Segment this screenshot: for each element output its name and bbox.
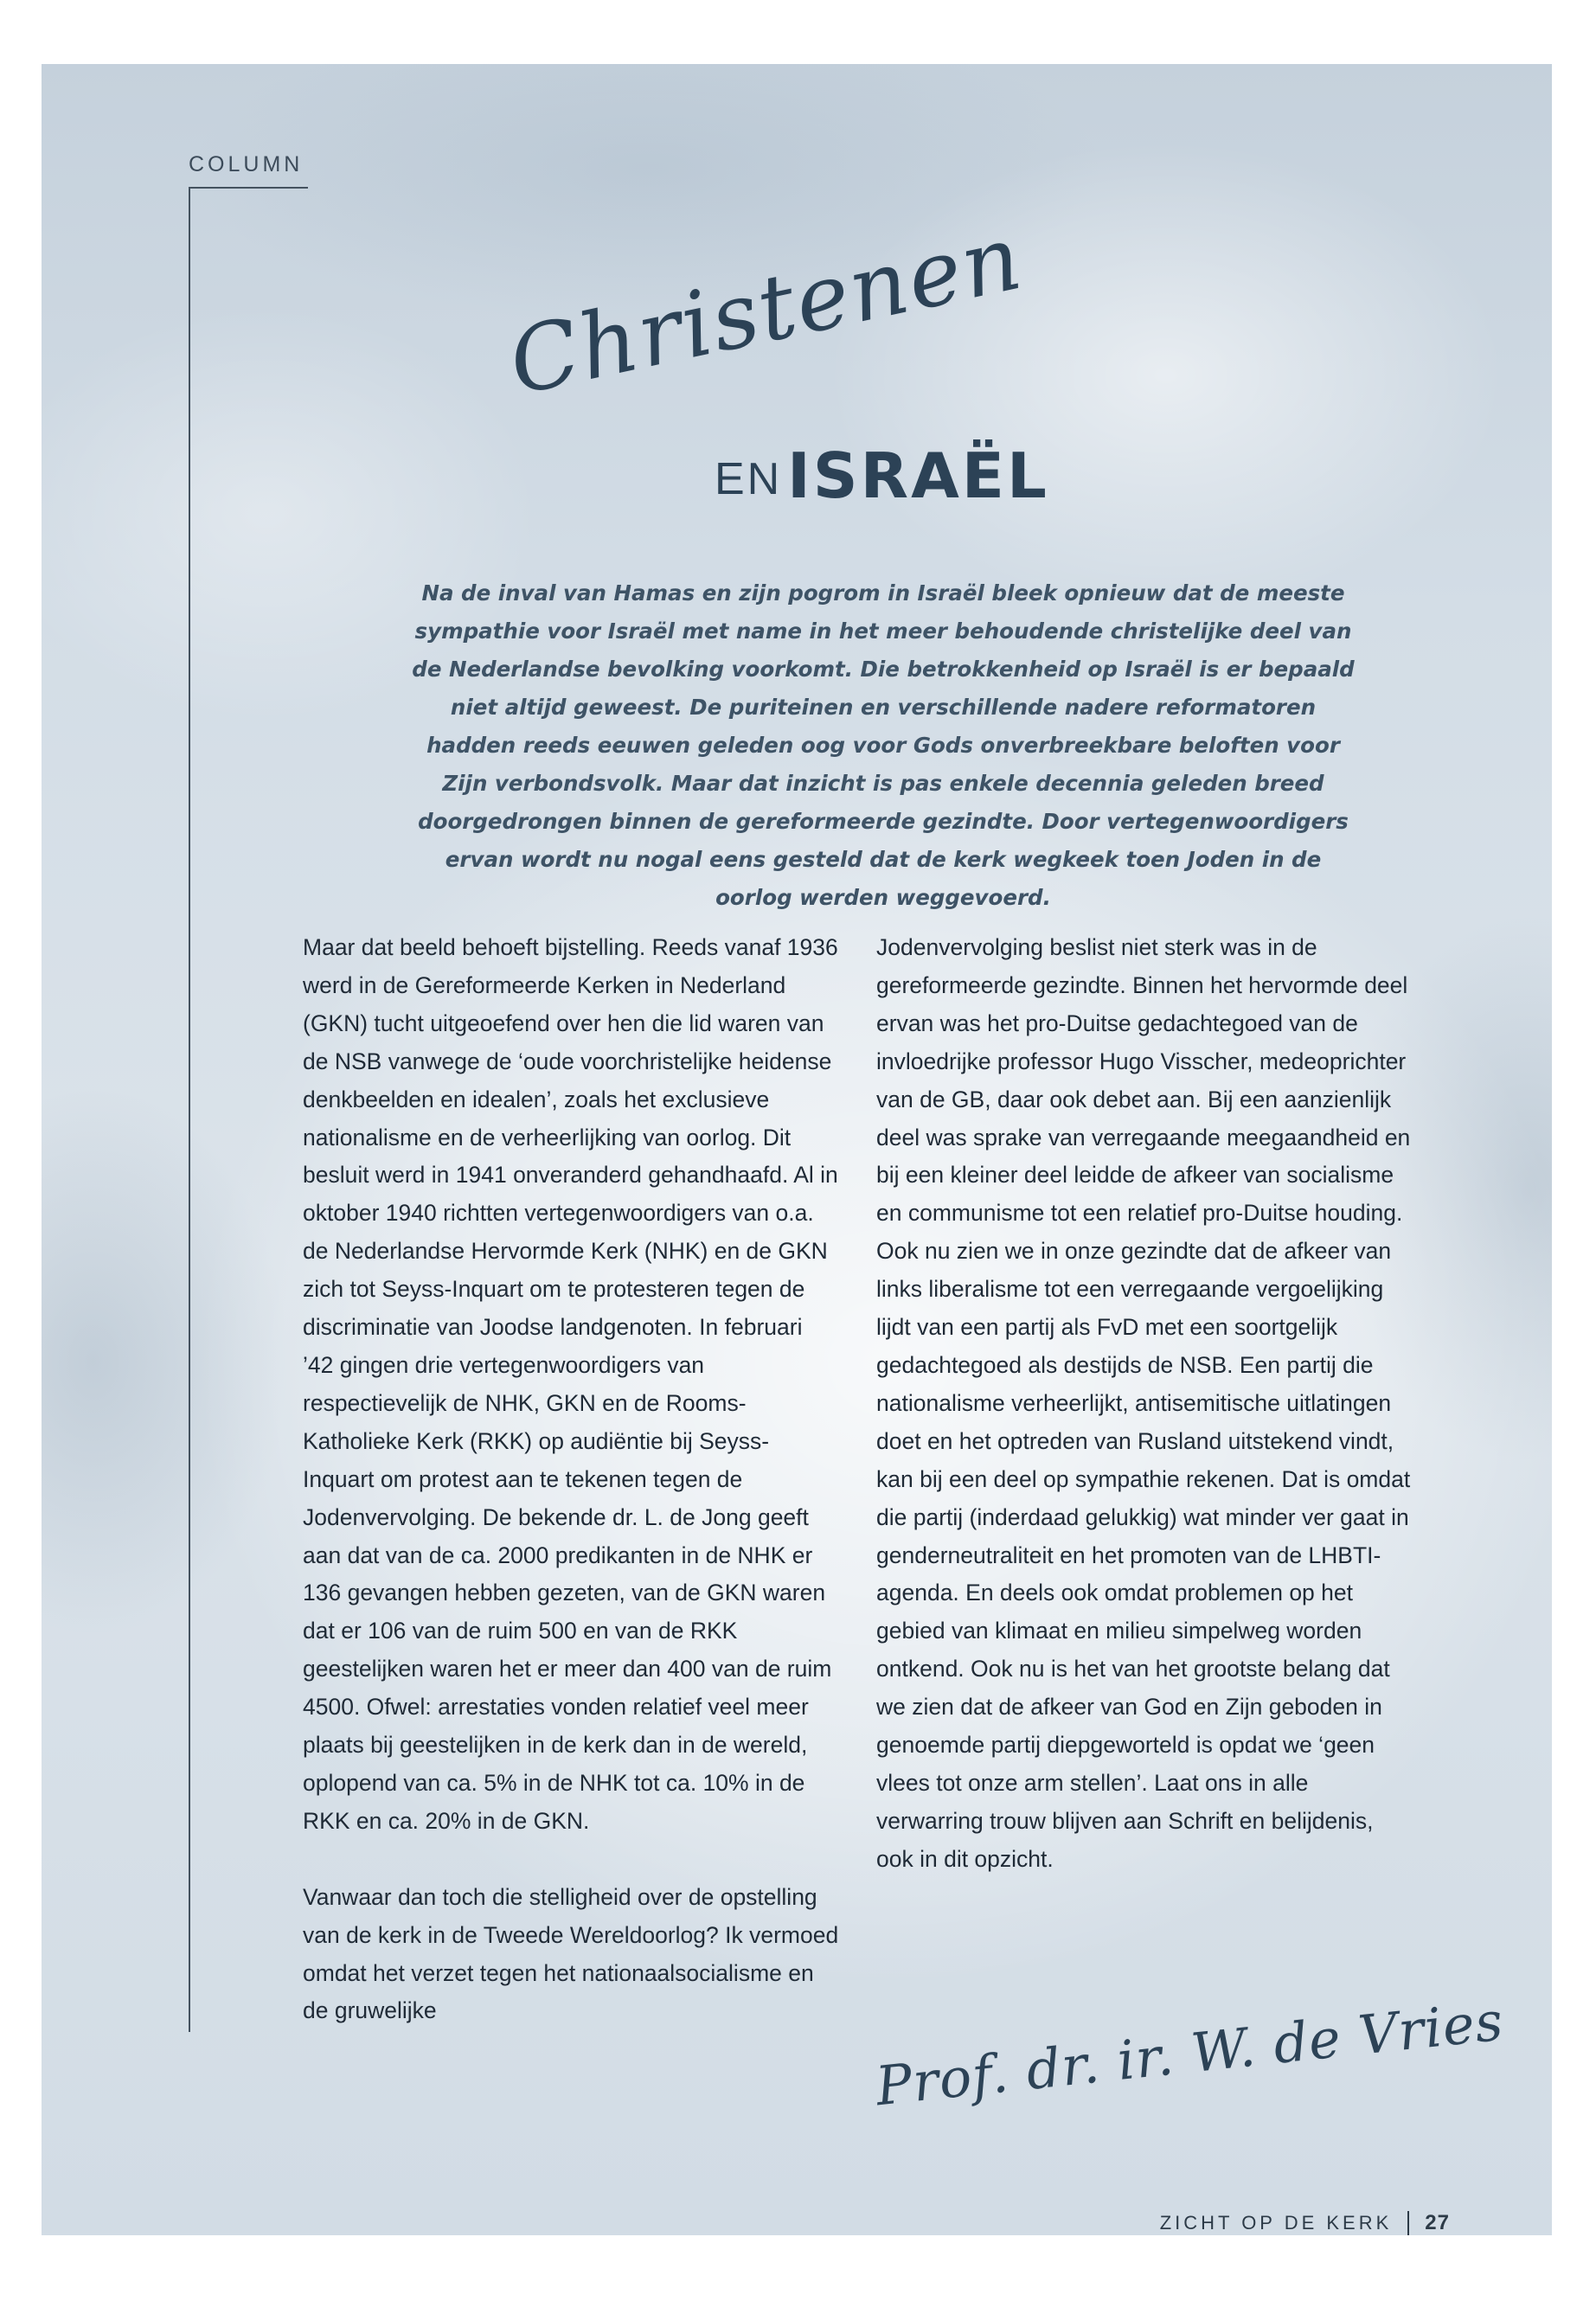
publication-name: ZICHT OP DE KERK: [1159, 2212, 1393, 2234]
title-script-christenen: Christenen: [500, 203, 1032, 416]
frame-line-left: [189, 187, 190, 2032]
page-footer: [1160, 2211, 1450, 2235]
body-paragraph: Vanwaar dan toch die stelligheid over de opstelling van de kerk in de Tweede Wereldoorlog? Ik vermoed omdat het verzet tegen het nationaalsocialisme en de gruwelijke: [303, 1883, 839, 2024]
body-paragraph: Jodenvervolging beslist niet sterk was in de gereformeerde gezindte. Binnen het hervormde deel ervan was het pro-Duitse gedachtegoed van de invloedrijke professor Hugo Visscher, medeoprichter van de GB, daar ook debet aan. Bij een aanzienlijk deel was sprake van verregaande meegaandheid en bij een kleiner deel leidde de afkeer van socialisme en communisme tot een relatief pro-Duitse houding. Ook nu zien we in onze gezindte dat de afkeer van links liberalisme tot een verregaande vergoelijking lijdt van een partij als FvD met een soortgelijk gedachtegoed als destijds de NSB. Een partij die nationalisme verheerlijkt, antisemitische uitlatingen doet en het optreden van Rusland uitstekend vindt, kan bij een deel op sympathie rekenen. Dat is omdat die partij (inderdaad gelukkig) wat minder ver gaat in genderneutraliteit en het promoten van de LHBTI-agenda. En deels ook omdat problemen op het gebied van klimaat en milieu simpelweg worden ontkend. Ook nu is het van het grootste belang dat we zien dat de afkeer van God en Zijn geboden in genoemde partij diepgeworteld is opdat we ‘geen vlees tot onze arm stellen’. Laat ons in alle verwarring trouw blijven aan Schrift en belijdenis, ook in dit opzicht.: [876, 934, 1411, 1872]
section-label: COLUMN: [189, 152, 304, 176]
body-column-left: [303, 929, 839, 2030]
page-number: 27: [1425, 2211, 1450, 2234]
title-israel: ISRAËL: [787, 439, 1049, 512]
page-background: [42, 64, 1552, 2235]
author-signature: Prof. dr. ir. W. de Vries: [872, 1989, 1507, 2118]
intro-paragraph: Na de inval van Hamas en zijn pogrom in Israël bleek opnieuw dat de meeste sympathie voor Israël met name in het meer behoudende christelijke deel van de Nederlandse bevolking voorkomt. Die betrokkenheid op Israël is er bepaald niet altijd geweest. De puriteinen en verschillende nadere reformatoren hadden reeds eeuwen geleden oog voor Gods onverbreekbare beloften voor Zijn verbondsvolk. Maar dat inzicht is pas enkele decennia geleden breed doorgedrongen binnen de gereformeerde gezindte. Door vertegenwoordigers ervan wordt nu nogal eens gesteld dat de kerk wegkeek toen Joden in de oorlog werden weggevoerd.: [412, 580, 1355, 910]
footer-divider: [1407, 2211, 1409, 2235]
body-column-right: [876, 929, 1413, 1879]
body-paragraph: Maar dat beeld behoeft bijstelling. Reeds vanaf 1936 werd in de Gereformeerde Kerken in Nederland (GKN) tucht uitgeoefend over hen die lid waren van de NSB vanwege de ‘oude voorchristelijke heidense denkbeelden en idealen’, zoals het exclusieve nationalisme en de verheerlijking van oorlog. Dit besluit werd in 1941 onveranderd gehandhaafd. Al in oktober 1940 richtten vertegenwoordigers van o.a. de Nederlandse Hervormde Kerk (NHK) en de GKN zich tot Seyss-Inquart om te protesteren tegen de discriminatie van Joodse landgenoten. In februari ’42 gingen drie vertegenwoordigers van respectievelijk de NHK, GKN en de Rooms-Katholieke Kerk (RKK) op audiëntie bij Seyss-Inquart om protest aan te tekenen tegen de Jodenvervolging. De bekende dr. L. de Jong geeft aan dat van de ca. 2000 predikanten in de NHK er 136 gevangen hebben gezeten, van de GKN waren dat er 106 van de ruim 500 en van de RKK geestelijken waren het er meer dan 400 van de ruim 4500. Ofwel: arrestaties vonden relatief veel meer plaats bij geestelijken in de kerk dan in de wereld, oplopend van ca. 5% in de NHK tot ca. 10% in de RKK en ca. 20% in de GKN.: [303, 934, 838, 1834]
frame-line-top: [189, 187, 308, 189]
title-en: EN: [715, 454, 783, 504]
